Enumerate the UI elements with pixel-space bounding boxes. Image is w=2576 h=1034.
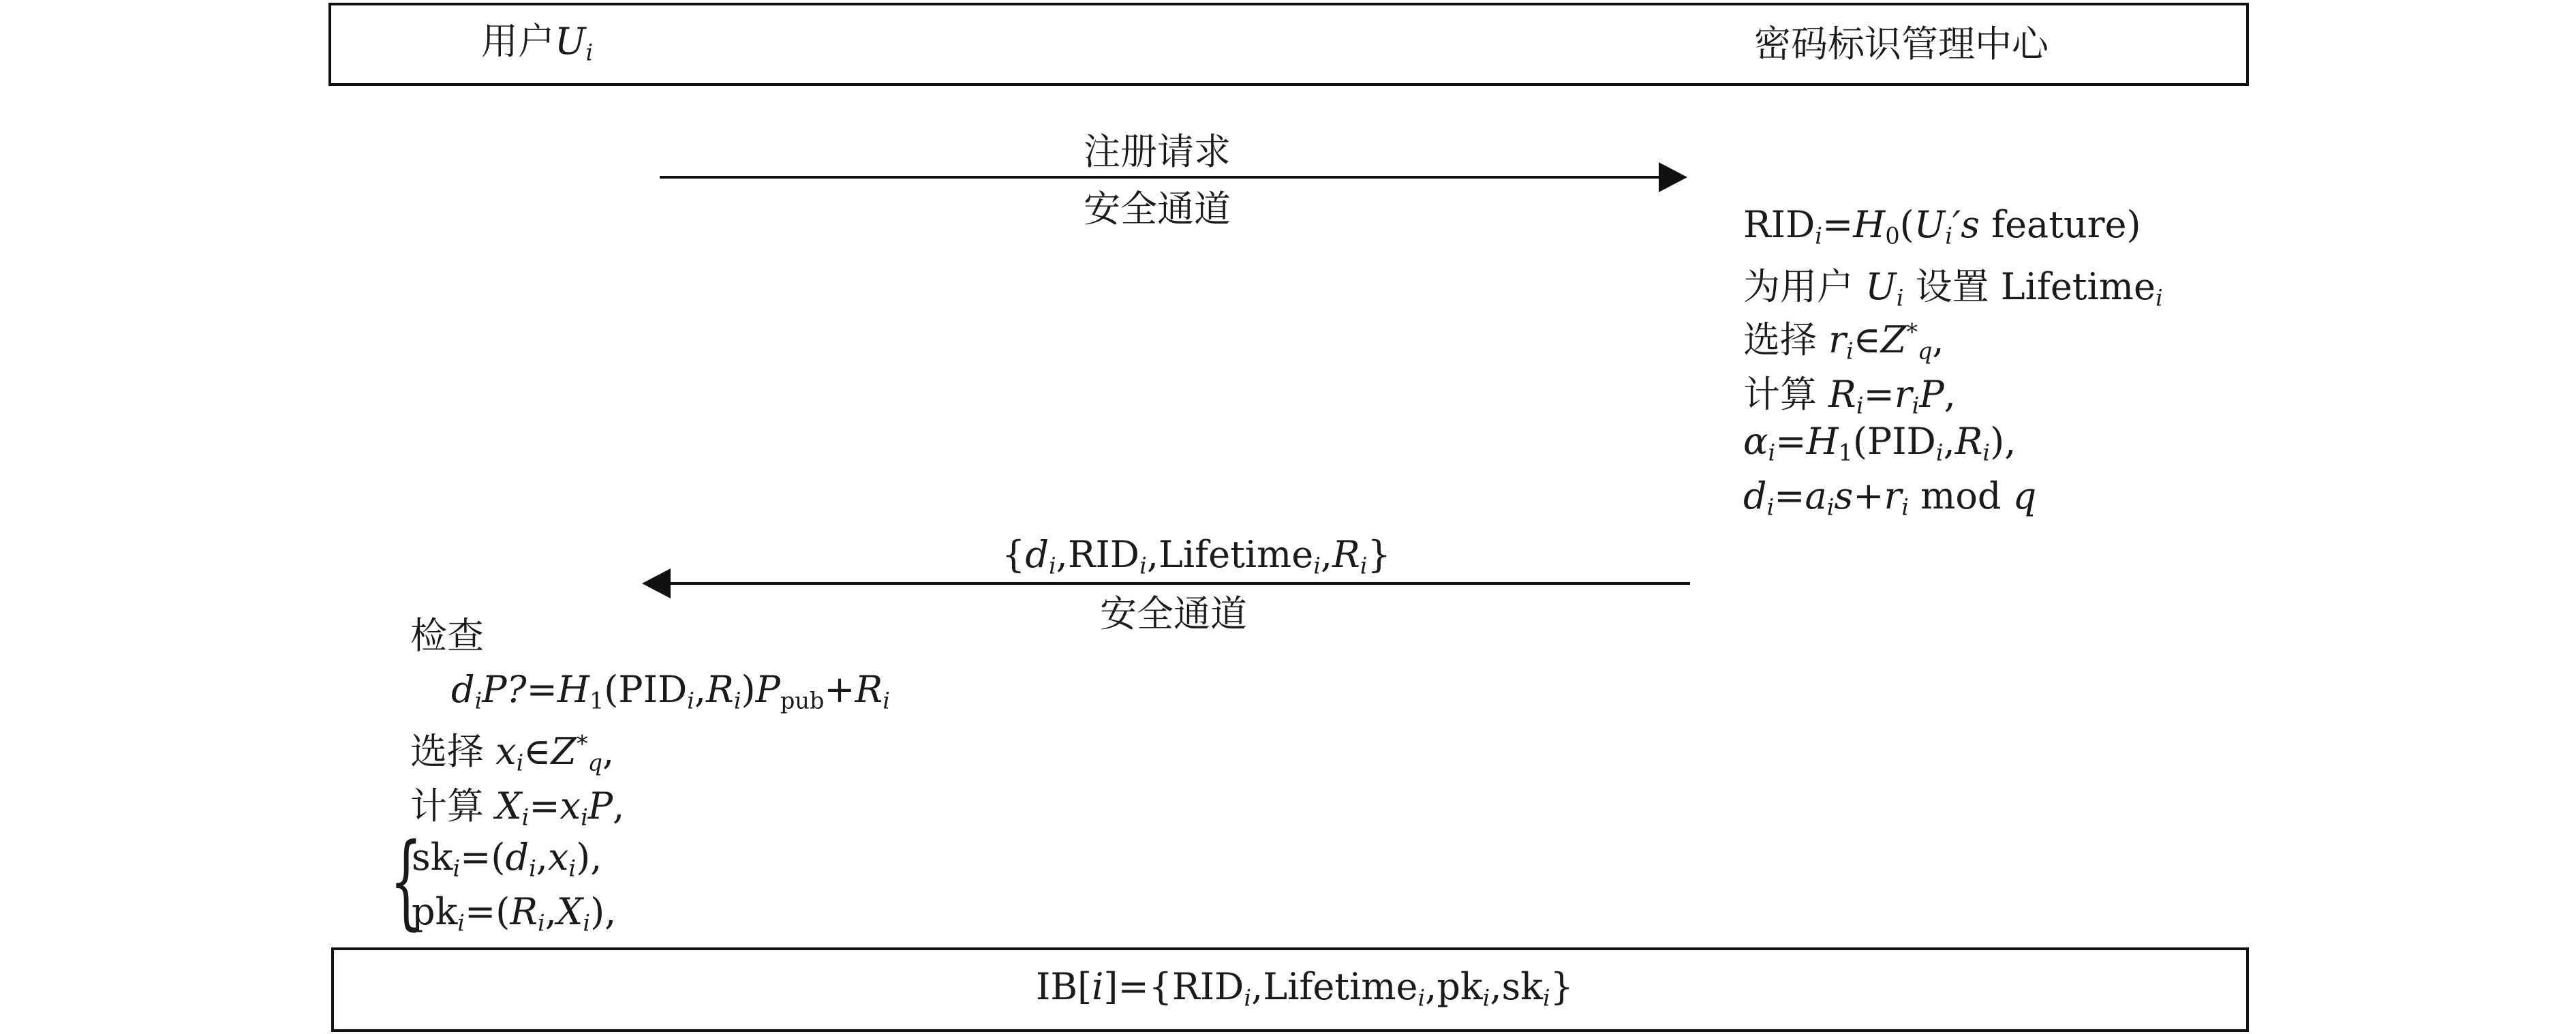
close-paren: ) [741,668,756,711]
lifetime-text: ,Lifetime [1251,965,1418,1008]
R-var: R [1954,420,1983,463]
X-sub: i [521,804,530,831]
h-sub: 1 [589,687,604,714]
d-var: d [451,668,475,711]
plus: + [824,668,855,711]
d-sub: i [1766,493,1775,521]
lifetime-text: 设置 Lifetime [1903,265,2156,308]
u-sub: i [1945,222,1952,249]
R-var: R [510,890,538,933]
u-sub: i [1896,284,1904,311]
rid-sub: i [1244,984,1252,1012]
z-sub: q [1917,337,1933,365]
x-var: x [547,836,569,879]
d-sub: i [474,687,482,714]
footer-ib [1036,965,1574,1012]
d-var: d [505,836,530,879]
pid-text: (PID [604,668,688,711]
z-sup: * [1906,318,1918,346]
pid-sub: i [1935,439,1944,466]
h-sub: 0 [1885,222,1900,249]
R-var: R [1332,533,1360,576]
x-var: x [495,730,517,773]
R-var: R [855,668,883,711]
sk-text: sk [412,836,453,879]
r-var: r [1884,474,1902,517]
lifetime-text: ,Lifetime [1146,533,1314,576]
eq: = [1774,474,1805,517]
compute-text: 计算 [1743,373,1829,416]
msg2-label-bottom: 安全通道 [1100,592,1247,635]
R-sub: i [1982,439,1991,466]
msg1-label-top: 注册请求 [1084,130,1231,173]
user-line-pk [412,890,617,937]
h-func: H [557,668,589,711]
R-sub: i [733,687,741,714]
R-sub: i [538,909,545,937]
ib-text: IB[ [1036,965,1092,1008]
center-label: 密码标识管理中心 [1754,22,2049,65]
brace-close: } [1550,965,1574,1008]
r-sub: i [1901,493,1909,521]
pid-sub: i [687,687,694,714]
z-var: Z [551,730,577,773]
h-func: H [1806,420,1839,463]
user-line-verify [451,668,891,714]
center-line-rid [1743,203,2141,249]
compute-text: 计算 [410,785,496,827]
s-var: s [1961,203,1980,246]
x-sub: i [581,804,588,831]
lifetime-sub: i [1417,984,1426,1012]
user-line-sk [412,836,602,882]
h-sub: 1 [1838,439,1853,466]
choose-text: 选择 [410,730,496,773]
x-sub: i [568,855,577,882]
rid-text: ,RID [1056,533,1140,576]
user-label [481,20,594,66]
i-var: i [1092,965,1104,1008]
center-line-alpha [1743,420,2017,466]
r-sub: i [1846,337,1854,365]
rid-sub: i [1815,222,1823,249]
d-sub: i [529,855,536,882]
eq-paren: =( [465,890,510,933]
P-var: P [755,668,780,711]
x-var: x [559,785,581,827]
P-var: P [482,668,507,711]
x-sub: i [516,749,524,776]
msg1-label-bottom: 安全通道 [1084,187,1231,230]
user-line-compute [410,777,624,830]
comma: , [602,730,615,773]
center-line-choose [1743,311,1944,363]
eq: = [1775,420,1807,463]
X-sub: i [583,909,591,937]
r-var: r [1894,373,1912,416]
comma: , [613,785,625,827]
u-var: U [1914,203,1946,246]
plus: + [1853,474,1884,517]
user-check: 检查 [410,614,484,657]
r-var: r [1828,318,1846,361]
sk-sub: i [1542,984,1550,1012]
close-paren: ), [1990,420,2017,463]
z-sub: q [587,749,603,776]
r-sub: i [1912,392,1920,419]
u-var: U [1865,265,1897,308]
eq: = [1822,203,1854,246]
user-var: U [555,20,586,63]
q-var: q [2012,474,2037,517]
lifetime-sub: i [2155,284,2163,311]
d-var: d [1743,474,1767,517]
z-sup: * [576,730,588,757]
s-var: s [1834,474,1854,517]
close-paren: ), [590,890,617,933]
comma: , [1320,533,1333,576]
rid-text: ]={RID [1103,965,1244,1008]
h-func: H [1853,203,1886,246]
lifetime-prefix: 为用户 [1743,265,1866,308]
user-var-sub: i [585,39,594,66]
paren: ( [1899,203,1914,246]
pk-sub: i [457,909,465,937]
prime: ′ [1952,203,1961,246]
z-var: Z [1880,318,1907,361]
user-label-text: 用户 [481,20,555,63]
sk-text: ,sk [1490,965,1543,1008]
d-var: d [1025,533,1049,576]
comma: , [694,668,707,711]
center-line-d [1743,474,2037,521]
alpha-sub: i [1768,439,1776,466]
sk-sub: i [453,855,461,882]
close-paren: ), [576,836,602,879]
P-var: P [587,785,613,827]
feature-text: feature) [1979,203,2141,246]
key-brace: { [390,822,423,941]
X-var: X [495,785,522,827]
a-var: a [1805,474,1827,517]
comma: , [1943,420,1955,463]
d-sub: i [1048,552,1056,579]
pk-text: ,pk [1425,965,1483,1008]
in-symbol: ∈ [1853,318,1881,361]
comma: , [1932,318,1944,361]
comma: , [536,836,548,879]
choose-text: 选择 [1743,318,1829,361]
user-line-choose [410,723,614,775]
a-sub: i [1826,493,1835,521]
lifetime-sub: i [1313,552,1321,579]
pub-sub: pub [780,687,825,714]
R-var: R [1828,373,1856,416]
alpha-var: α [1743,420,1768,463]
eq: = [1863,373,1895,416]
R-var: R [706,668,734,711]
comma: , [545,890,557,933]
center-line-compute [1743,365,1956,418]
center-line-lifetime [1743,258,2163,310]
rid-sub: i [1139,552,1147,579]
pk-text: pk [412,890,458,933]
comma: , [1944,373,1956,416]
brace-open: { [1002,533,1026,576]
X-var: X [556,890,583,933]
in-symbol: ∈ [523,730,551,773]
pid-text: (PID [1852,420,1936,463]
R-sub: i [1360,552,1368,579]
P-var: P [1919,373,1944,416]
pk-sub: i [1482,984,1490,1012]
R-sub: i [883,687,891,714]
rid-text: RID [1743,203,1815,246]
check-eq: ?= [506,668,557,711]
mod-text: mod [1908,474,2013,517]
eq-paren: =( [460,836,506,879]
brace-close: } [1367,533,1391,576]
eq: = [529,785,560,827]
R-sub: i [1856,392,1864,419]
